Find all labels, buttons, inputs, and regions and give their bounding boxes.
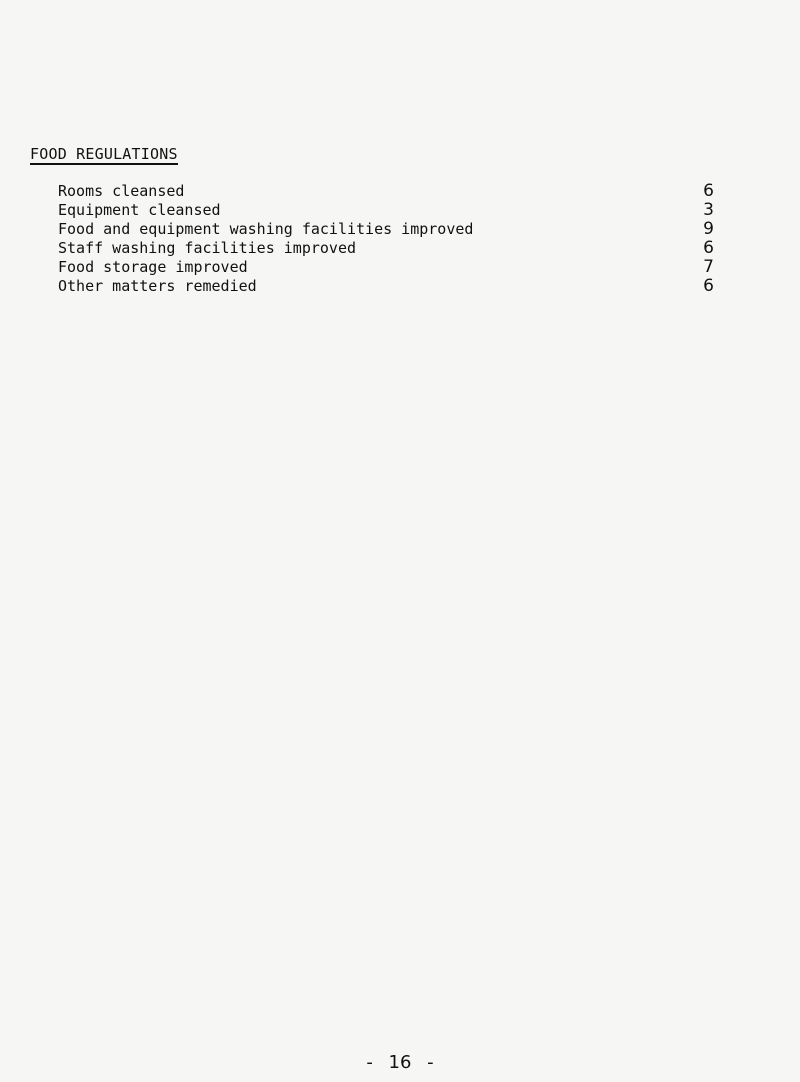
section-heading: FOOD REGULATIONS: [30, 145, 178, 163]
row-label: Staff washing facilities improved: [58, 239, 357, 257]
table-row: [58, 201, 714, 220]
table-row: [58, 239, 714, 258]
row-value: 3: [703, 200, 714, 220]
table-row: [58, 258, 714, 277]
row-value: 6: [703, 181, 714, 201]
row-label: Other matters remedied: [58, 277, 257, 295]
table-row: [58, 182, 714, 201]
row-value: 6: [703, 276, 714, 296]
row-label: Food storage improved: [58, 258, 248, 276]
table-row: [58, 220, 714, 239]
row-value: 6: [703, 238, 714, 258]
row-label: Equipment cleansed: [58, 201, 221, 219]
page-number: - 16 -: [366, 1052, 434, 1073]
table-row: [58, 277, 714, 296]
row-value: 9: [703, 219, 714, 239]
row-label: Rooms cleansed: [58, 182, 185, 200]
row-value: 7: [703, 257, 714, 277]
row-label: Food and equipment washing facilities improved: [58, 220, 474, 238]
food-regulations-table: [58, 182, 714, 296]
